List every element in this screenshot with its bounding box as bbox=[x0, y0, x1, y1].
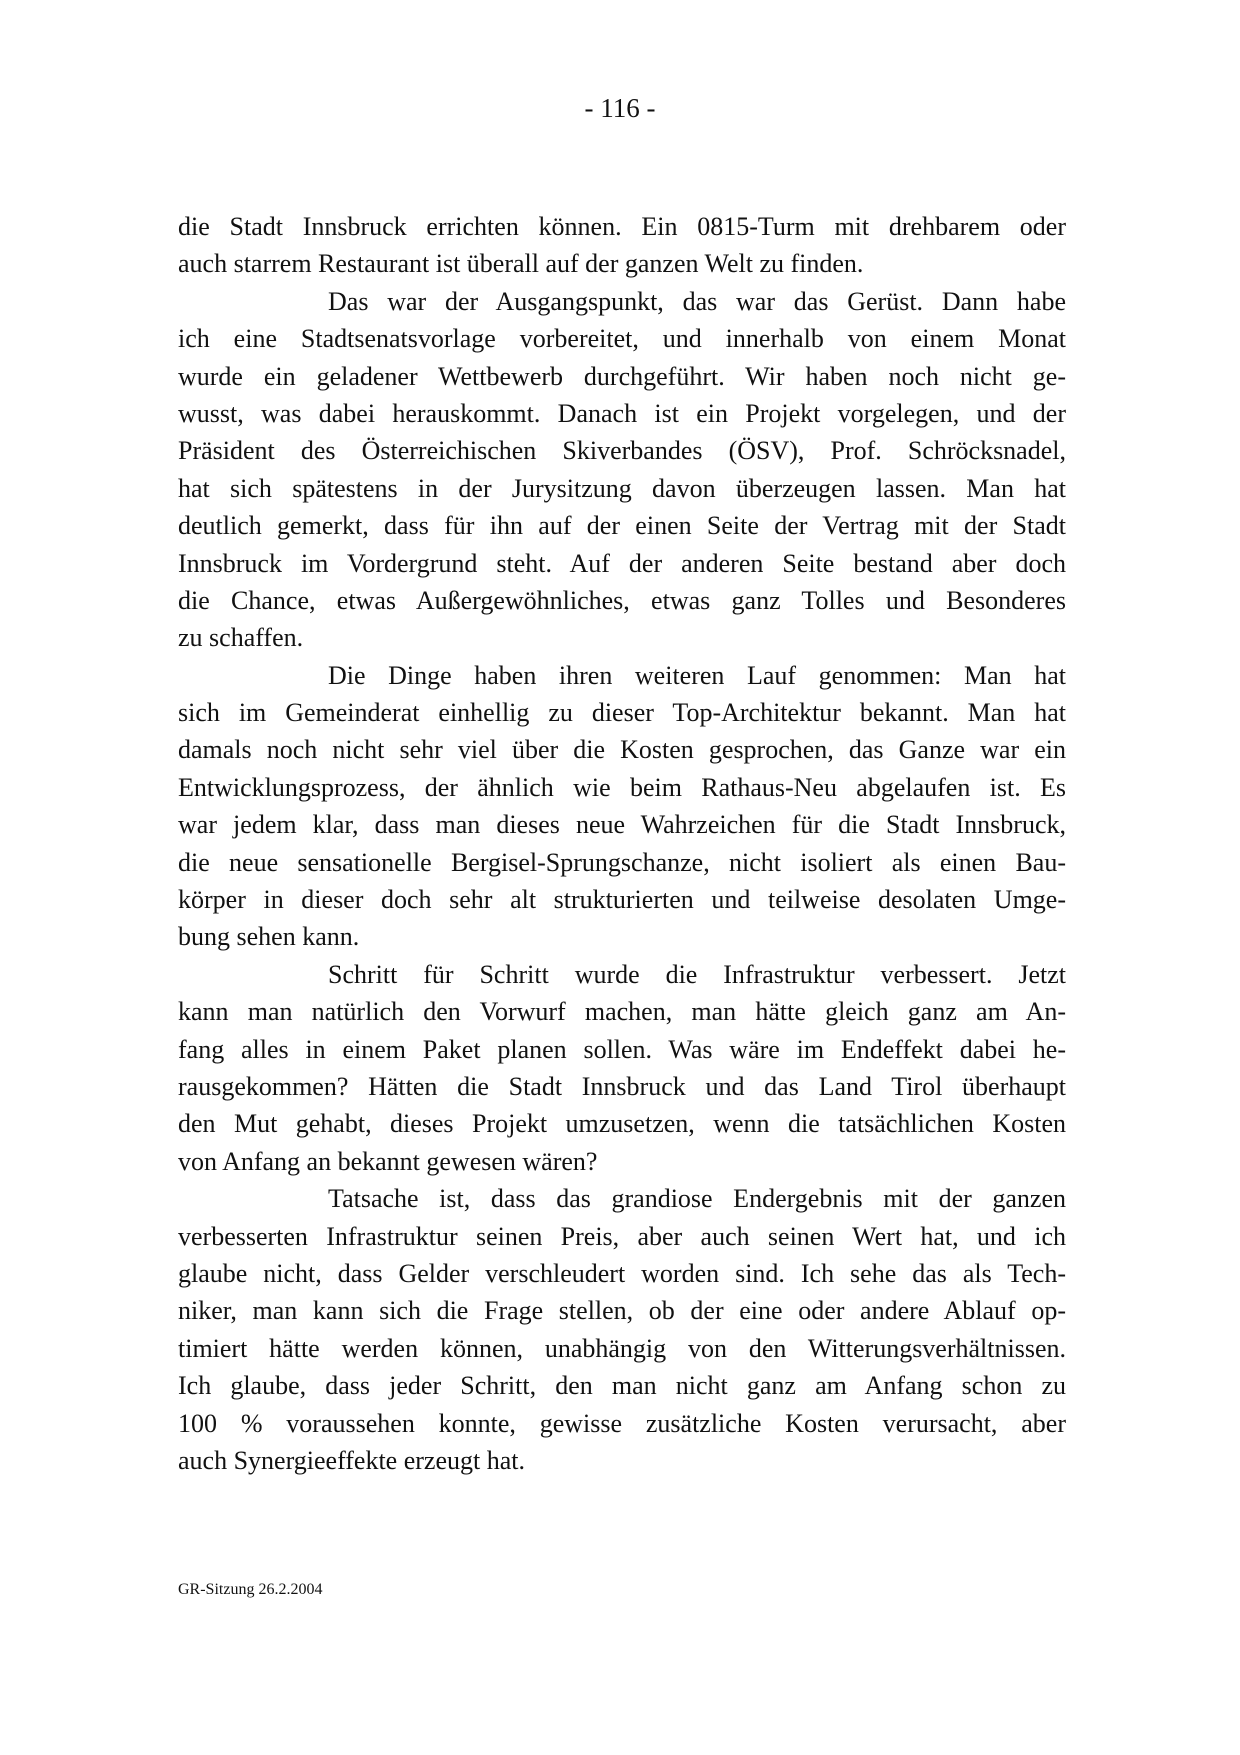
text-line: Entwicklungsprozess, der ähnlich wie beim Rathaus-Neu abgelaufen ist. Es bbox=[178, 772, 1066, 802]
text-line: 100 % voraussehen konnte, gewisse zusätzliche Kosten verursacht, aber bbox=[178, 1408, 1066, 1438]
text-line: Das war der Ausgangspunkt, das war das Gerüst. Dann habe bbox=[328, 286, 1066, 316]
text-line: kann man natürlich den Vorwurf machen, man hätte gleich ganz am An- bbox=[178, 997, 1066, 1027]
text-line: Ich glaube, dass jeder Schritt, den man nicht ganz am Anfang schon zu bbox=[178, 1371, 1066, 1401]
text-line: Innsbruck im Vordergrund steht. Auf der anderen Seite bestand aber doch bbox=[178, 548, 1066, 578]
page-number: - 116 - bbox=[584, 93, 656, 123]
text-line: deutlich gemerkt, dass für ihn auf der einen Seite der Vertrag mit der Stadt bbox=[178, 511, 1066, 541]
text-line: bung sehen kann. bbox=[178, 922, 360, 952]
text-line: rausgekommen? Hätten die Stadt Innsbruck und das Land Tirol überhaupt bbox=[178, 1071, 1066, 1101]
text-line: verbesserten Infrastruktur seinen Preis, aber auch seinen Wert hat, und ich bbox=[178, 1221, 1066, 1251]
text-line: wurde ein geladener Wettbewerb durchgeführt. Wir haben noch nicht ge- bbox=[178, 361, 1066, 391]
text-line: glaube nicht, dass Gelder verschleudert worden sind. Ich sehe das als Tech- bbox=[178, 1258, 1066, 1288]
text-line: auch Synergieeffekte erzeugt hat. bbox=[178, 1445, 525, 1475]
text-line: fang alles in einem Paket planen sollen. Was wäre im Endeffekt dabei he- bbox=[178, 1034, 1066, 1064]
text-line: zu schaffen. bbox=[178, 623, 304, 653]
text-line: sich im Gemeinderat einhellig zu dieser Top-Architektur bekannt. Man hat bbox=[178, 698, 1066, 728]
text-line: die Chance, etwas Außergewöhnliches, etwas ganz Tolles und Besonderes bbox=[178, 585, 1066, 615]
text-line: den Mut gehabt, dieses Projekt umzusetzen, wenn die tatsächlichen Kosten bbox=[178, 1109, 1066, 1139]
text-line: niker, man kann sich die Frage stellen, ob der eine oder andere Ablauf op- bbox=[178, 1296, 1066, 1326]
text-line: von Anfang an bekannt gewesen wären? bbox=[178, 1146, 598, 1176]
text-line: die Stadt Innsbruck errichten können. Ein 0815-Turm mit drehbarem oder bbox=[178, 212, 1066, 241]
text-line: Tatsache ist, dass das grandiose Endergebnis mit der ganzen bbox=[328, 1184, 1066, 1214]
text-line: auch starrem Restaurant ist überall auf der ganzen Welt zu finden. bbox=[178, 249, 864, 279]
text-line: damals noch nicht sehr viel über die Kosten gesprochen, das Ganze war ein bbox=[178, 735, 1066, 765]
text-line: ich eine Stadtsenatsvorlage vorbereitet, und innerhalb von einem Monat bbox=[178, 324, 1066, 354]
footer-session-date: GR-Sitzung 26.2.2004 bbox=[178, 1581, 323, 1598]
text-line: timiert hätte werden können, unabhängig von den Witterungsverhältnissen. bbox=[178, 1333, 1066, 1363]
text-line: körper in dieser doch sehr alt strukturierten und teilweise desolaten Umge- bbox=[178, 885, 1066, 915]
text-line: wusst, was dabei herauskommt. Danach ist ein Projekt vorgelegen, und der bbox=[178, 398, 1066, 428]
body-text bbox=[178, 208, 1066, 1479]
text-line: Präsident des Österreichischen Skiverbandes (ÖSV), Prof. Schröcksnadel, bbox=[178, 436, 1066, 466]
text-line: Die Dinge haben ihren weiteren Lauf genommen: Man hat bbox=[328, 660, 1066, 690]
text-line: war jedem klar, dass man dieses neue Wahrzeichen für die Stadt Innsbruck, bbox=[178, 810, 1066, 840]
text-line: Schritt für Schritt wurde die Infrastruktur verbessert. Jetzt bbox=[328, 959, 1066, 989]
text-line: die neue sensationelle Bergisel-Sprungschanze, nicht isoliert als einen Bau- bbox=[178, 847, 1066, 877]
text-line: hat sich spätestens in der Jurysitzung davon überzeugen lassen. Man hat bbox=[178, 473, 1066, 503]
